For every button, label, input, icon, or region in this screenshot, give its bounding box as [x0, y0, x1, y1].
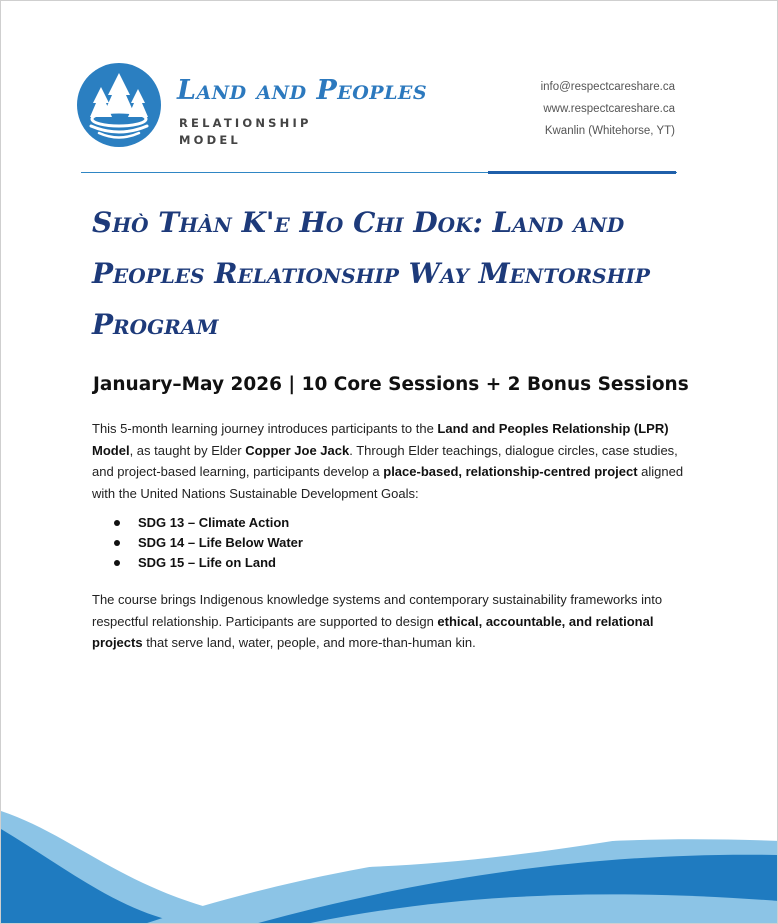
title-line-1: Shò Thàn K'e Ho Chi Dok: Land and	[92, 206, 625, 239]
contact-website: www.respectcareshare.ca	[543, 103, 675, 115]
land-and-peoples-logo-icon	[77, 63, 161, 147]
intro-text-2: , as taught by Elder	[129, 442, 246, 458]
closing-text-1: The course brings Indigenous knowledge systems and contemporary sustainability frameworks into respectful relationship. Participants are supported to design	[92, 592, 663, 629]
decorative-waves	[1, 771, 778, 924]
sdg-list	[111, 513, 303, 573]
brand-subtitle-line2: MODEL	[179, 133, 241, 147]
program-schedule-heading: January–May 2026 | 10 Core Sessions + 2 Bonus Sessions	[93, 374, 689, 395]
list-item: SDG 13 – Climate Action	[111, 513, 303, 533]
header-divider-accent	[488, 171, 676, 174]
closing-paragraph	[92, 589, 692, 654]
title-line-3: Program	[92, 308, 219, 341]
contact-location: Kwanlin (Whitehorse, YT)	[544, 125, 675, 137]
intro-bold-project: place-based, relationship-centred project	[383, 464, 638, 479]
brand-subtitle-line1: RELATIONSHIP	[179, 116, 312, 130]
list-item: SDG 15 – Life on Land	[111, 553, 303, 573]
contact-block	[541, 76, 675, 142]
contact-email: info@respectcareshare.ca	[540, 81, 675, 93]
intro-bold-elder-name: Copper Joe Jack	[245, 442, 350, 458]
brand-subtitle	[179, 115, 312, 149]
brand-title: Land and Peoples	[177, 75, 428, 106]
intro-text-4: aligned with the United Nations Sustainable Development Goals:	[92, 464, 684, 501]
document-title	[92, 197, 692, 350]
intro-bold-lpr-model: Land and Peoples Relationship (LPR) Model	[92, 421, 669, 458]
closing-text-2: that serve land, water, people, and more-than-human kin.	[142, 635, 476, 650]
title-line-2: Peoples Relationship Way Mentorship	[92, 257, 650, 290]
intro-paragraph	[92, 418, 692, 504]
intro-text-3: . Through Elder teachings, dialogue circles, case studies, and project-based learning, participants develop a	[92, 442, 678, 479]
list-item: SDG 14 – Life Below Water	[111, 533, 303, 553]
closing-bold-projects: ethical, accountable, and relational projects	[92, 613, 654, 650]
intro-text-1: This 5-month learning journey introduces participants to the	[92, 421, 438, 436]
